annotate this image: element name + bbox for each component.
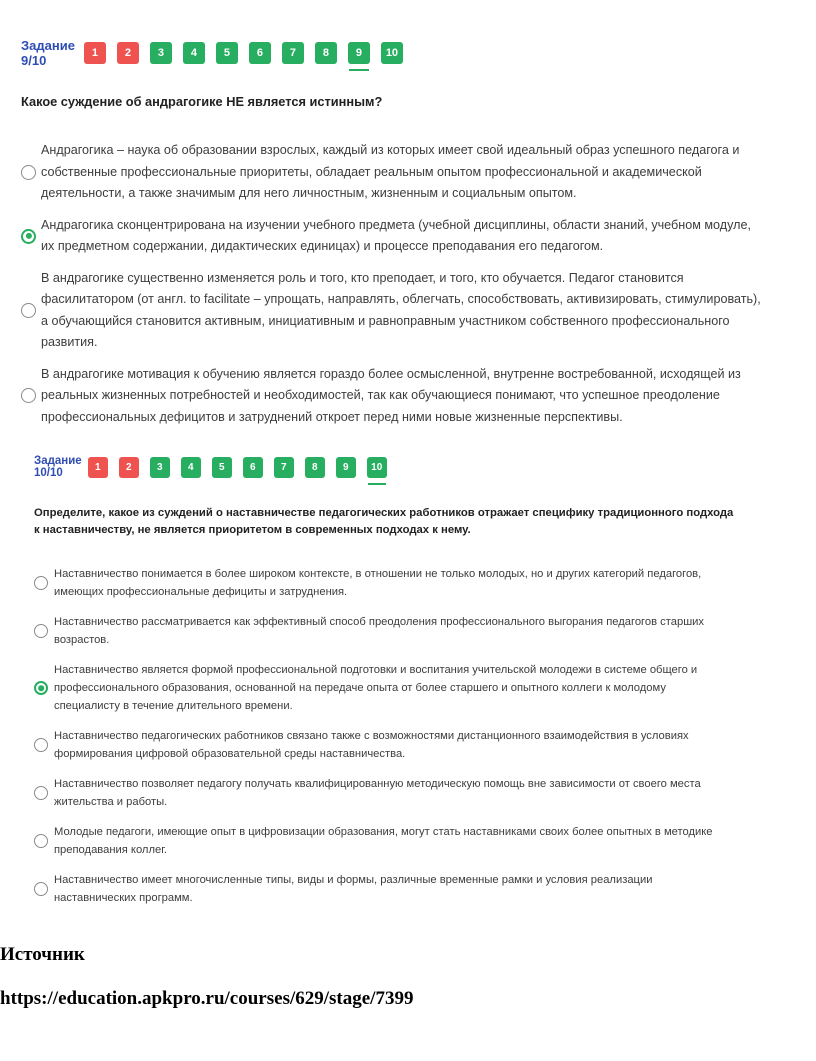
task-10-header (34, 455, 398, 479)
radio-button[interactable] (34, 738, 48, 752)
task-number-label: Задание 9/10 (21, 38, 75, 68)
answer-option[interactable] (34, 565, 724, 601)
radio-button-selected[interactable] (34, 681, 48, 695)
task-nav-button[interactable]: 8 (305, 457, 325, 478)
answer-option-text: Наставничество является формой профессиональной подготовки и воспитания учительской молодежи в системе общего и профессионального образования, основанной на передаче опыта от более старшего и опытного коллеги к молодому специалисту в течение длительного времени. (54, 664, 698, 712)
task-nav-button[interactable]: 6 (243, 457, 263, 478)
task-nav-button-current[interactable]: 9 (348, 42, 370, 64)
task-nav-button[interactable]: 10 (381, 42, 403, 64)
answer-option-text: Наставничество рассматривается как эффективный способ преодоления профессионального выгорания педагогов старших возрастов. (54, 616, 705, 646)
radio-button-selected[interactable] (21, 229, 36, 244)
task-nav-button[interactable]: 1 (84, 42, 106, 64)
task-number-label: Задание 10/10 (34, 455, 82, 479)
task-nav-button[interactable]: 5 (212, 457, 232, 478)
answer-options (21, 140, 761, 428)
radio-button[interactable] (34, 624, 48, 638)
answer-option[interactable] (21, 140, 761, 205)
answer-option[interactable] (34, 727, 724, 763)
question-text: Какое суждение об андрагогике НЕ является истинным? (21, 94, 383, 109)
radio-button[interactable] (34, 786, 48, 800)
source-url[interactable]: https://education.apkpro.ru/courses/629/stage/7399 (0, 988, 414, 1009)
task-nav-button[interactable]: 9 (336, 457, 356, 478)
answer-option-text: Наставничество позволяет педагогу получать квалифицированную методическую помощь вне зависимости от своего места жительства и работы. (54, 778, 701, 808)
radio-button[interactable] (34, 576, 48, 590)
answer-option[interactable] (21, 364, 761, 429)
answer-option-text: Андрагогика – наука об образовании взрослых, каждый из которых имеет свой идеальный образ успешного педагога и собственные профессиональные приоритеты, обладает реальным опытом профессиональной и академической деятельности, а также значимым для него личностным, жизненным и социальным опытом. (41, 143, 740, 200)
task-nav-button[interactable]: 6 (249, 42, 271, 64)
radio-button[interactable] (21, 165, 36, 180)
answer-option[interactable] (34, 823, 724, 859)
answer-option[interactable] (21, 215, 761, 258)
task-nav-button[interactable]: 3 (150, 42, 172, 64)
answer-option[interactable] (34, 661, 724, 715)
answer-option-text: Наставничество имеет многочисленные типы, виды и формы, различные временные рамки и условия реализации наставнических программ. (54, 874, 653, 904)
task-nav-button[interactable]: 4 (183, 42, 205, 64)
task-nav-button[interactable]: 8 (315, 42, 337, 64)
task-nav (88, 457, 398, 478)
answer-option[interactable] (21, 268, 761, 354)
radio-button[interactable] (21, 303, 36, 318)
task-nav-button[interactable]: 2 (117, 42, 139, 64)
task-nav-button[interactable]: 7 (282, 42, 304, 64)
task-nav-button[interactable]: 2 (119, 457, 139, 478)
answer-option-text: Наставничество понимается в более широком контексте, в отношении не только молодых, но и других категорий педагогов, имеющих профессиональные дефициты и затруднения. (54, 568, 702, 598)
task-nav-button[interactable]: 5 (216, 42, 238, 64)
answer-option[interactable] (34, 871, 724, 907)
radio-button[interactable] (21, 388, 36, 403)
radio-button[interactable] (34, 882, 48, 896)
task-nav-button-current[interactable]: 10 (367, 457, 387, 478)
source-label: Источник (0, 944, 85, 965)
answer-option-text: В андрагогике мотивация к обучению является гораздо более осмысленной, внутренне востребованной, исходящей из реальных жизненных потребностей и необходимостей, так как обучающиеся понимают, что успешное преодоление профессиональных дефицитов и затруднений откроет перед ними новые жизненные перспективы. (41, 366, 741, 424)
answer-option-text: В андрагогике существенно изменяется роль и того, кто преподает, и того, кто обучается. Педагог становится фасилитатором (от англ. to facilitate – упрощать, направлять, облегчать, способствовать, активизировать, стимулировать), а обучающийся становится активным, инициативным и равноправным участником собственного профессионального развития. (41, 270, 761, 349)
task-nav-button[interactable]: 4 (181, 457, 201, 478)
question-text: Определите, какое из суждений о наставничестве педагогических работников отражает специфику традиционного подхода к наставничеству, не является приоритетом в современных подходах к нему. (34, 507, 734, 536)
task-nav-button[interactable]: 7 (274, 457, 294, 478)
answer-option-text: Андрагогика сконцентрирована на изучении учебного предмета (учебной дисциплины, области знаний, учебном модуле, их предметном содержании, дидактических единицах) и процессе преподавания его педагогом. (41, 217, 751, 253)
task-nav (84, 42, 414, 64)
radio-button[interactable] (34, 834, 48, 848)
task-nav-button[interactable]: 3 (150, 457, 170, 478)
answer-options (34, 565, 724, 907)
task-nav-button[interactable]: 1 (88, 457, 108, 478)
answer-option[interactable] (34, 775, 724, 811)
task-9-header (21, 38, 414, 68)
answer-option[interactable] (34, 613, 724, 649)
answer-option-text: Молодые педагоги, имеющие опыт в цифровизации образования, могут стать наставниками своих более опытных в методике преподавания коллег. (54, 826, 713, 856)
answer-option-text: Наставничество педагогических работников связано также с возможностями дистанционного взаимодействия в условиях формирования цифровой образовательной среды наставничества. (54, 730, 689, 760)
